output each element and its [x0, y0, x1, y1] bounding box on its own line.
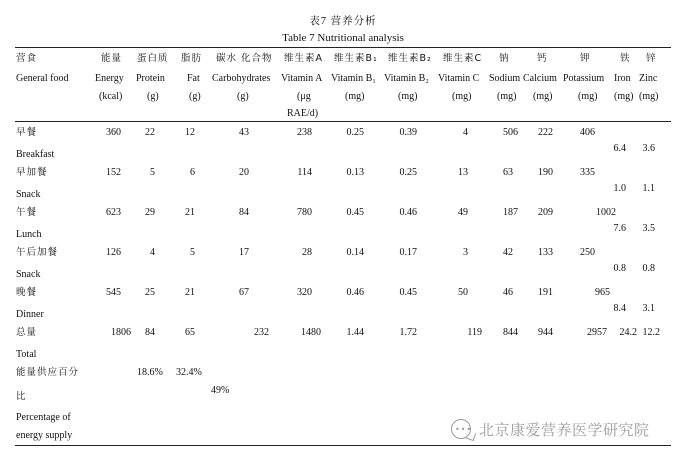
cell-vitb2: 1.72: [399, 327, 417, 338]
header-vitb1-cn: 维生素B₁: [334, 53, 378, 64]
row-label-cn: 早加餐: [16, 167, 48, 178]
header-energy-en: Energy: [95, 73, 124, 84]
cell-vitb2: 0.17: [399, 247, 417, 258]
header-carb-unit: (g): [237, 91, 249, 102]
cell-vita: 780: [297, 207, 312, 218]
header-sodium-cn: 钠: [499, 53, 510, 64]
cell-fat: 5: [190, 247, 195, 258]
header-zinc-en: Zinc: [639, 73, 658, 84]
cell-vita: 320: [297, 287, 312, 298]
cell-potassium: 406: [580, 127, 595, 138]
cell-fat: 21: [185, 207, 195, 218]
cell-fat: 65: [185, 327, 195, 338]
header-vitb1-unit: (mg): [345, 91, 365, 102]
cell-potassium: 2957: [587, 327, 607, 338]
supply-label-cn-1: 能量供应百分: [16, 367, 80, 378]
supply-label-en-2: energy supply: [16, 430, 73, 441]
row-label-en: Total: [16, 349, 37, 360]
cell-zinc: 1.1: [642, 183, 655, 194]
cell-energy: 623: [106, 207, 121, 218]
header-fat-unit: (g): [189, 91, 201, 102]
cell-iron: 7.6: [613, 223, 626, 234]
row-label-en: Dinner: [16, 309, 44, 320]
header-vita-cn: 维生素A: [284, 53, 323, 64]
supply-protein: 18.6%: [137, 367, 163, 378]
header-vitc-en: Vitamin C: [438, 73, 480, 84]
cell-vitb2: 0.25: [399, 167, 417, 178]
cell-sodium: 506: [503, 127, 518, 138]
cell-vita: 114: [297, 167, 312, 178]
header-potassium-en: Potassium: [563, 73, 605, 84]
header-vitb2-unit: (mg): [398, 91, 418, 102]
cell-sodium: 46: [503, 287, 513, 298]
row-label-en: Breakfast: [16, 149, 55, 160]
cell-vitc: 49: [458, 207, 468, 218]
supply-fat: 32.4%: [176, 367, 202, 378]
header-energy-unit: (kcal): [99, 91, 123, 102]
cell-potassium: 335: [580, 167, 595, 178]
cell-sodium: 63: [503, 167, 513, 178]
cell-protein: 4: [150, 247, 155, 258]
cell-fat: 21: [185, 287, 195, 298]
row-label-en: Lunch: [16, 229, 42, 240]
cell-protein: 29: [145, 207, 155, 218]
cell-vita: 1480: [301, 327, 321, 338]
cell-zinc: 3.5: [642, 223, 655, 234]
cell-zinc: 12.2: [642, 327, 660, 338]
header-iron-en: Iron: [614, 73, 631, 84]
cell-vitb1: 0.25: [346, 127, 364, 138]
cell-sodium: 187: [503, 207, 518, 218]
row-label-en: Snack: [16, 189, 41, 200]
cell-vita: 238: [297, 127, 312, 138]
cell-sodium: 42: [503, 247, 513, 258]
watermark: [451, 418, 671, 440]
cell-vita: 28: [302, 247, 312, 258]
cell-protein: 25: [145, 287, 155, 298]
header-calcium-en: Calcium: [523, 73, 557, 84]
header-vitc-cn: 维生素C: [443, 53, 483, 64]
cell-energy: 126: [106, 247, 121, 258]
header-vitc-unit: (mg): [452, 91, 472, 102]
cell-fat: 6: [190, 167, 195, 178]
cell-iron: 6.4: [613, 143, 626, 154]
cell-vitb2: 0.39: [399, 127, 417, 138]
header-sodium-unit: (mg): [497, 91, 517, 102]
header-energy-cn: 能量: [101, 53, 123, 64]
row-label-cn: 午餐: [16, 207, 38, 218]
header-zinc-unit: (mg): [639, 91, 659, 102]
cell-vitb1: 0.46: [346, 287, 364, 298]
cell-vitb2: 0.46: [399, 207, 417, 218]
cell-vitb1: 1.44: [346, 327, 364, 338]
cell-vitb1: 0.14: [346, 247, 364, 258]
header-carb-cn: 碳水 化合物: [216, 53, 273, 64]
cell-vitc: 3: [463, 247, 468, 258]
cell-carb: 84: [239, 207, 249, 218]
header-vita-unit: (μg: [297, 91, 311, 102]
cell-vitb2: 0.45: [399, 287, 417, 298]
watermark-text: 北京康爱营养医学研究院: [479, 421, 650, 439]
row-label-cn: 早餐: [16, 127, 38, 138]
row-label-en: Snack: [16, 269, 41, 280]
cell-carb: 67: [239, 287, 249, 298]
cell-carb: 20: [239, 167, 249, 178]
cell-energy: 360: [106, 127, 121, 138]
cell-protein: 22: [145, 127, 155, 138]
cell-energy: 545: [106, 287, 121, 298]
supply-label-cn-2: 比: [16, 391, 27, 402]
cell-sodium: 844: [503, 327, 518, 338]
header-vita-unit2: RAE/d): [287, 108, 319, 119]
cell-iron: 8.4: [613, 303, 626, 314]
cell-energy: 1806: [111, 327, 131, 338]
header-protein-unit: (g): [147, 91, 159, 102]
cell-energy: 152: [106, 167, 121, 178]
header-vita-en: Vitamin A: [281, 73, 323, 84]
cell-potassium: 965: [595, 287, 610, 298]
row-label-cn: 晚餐: [16, 287, 38, 298]
cell-carb: 43: [239, 127, 249, 138]
cell-vitc: 119: [467, 327, 482, 338]
cell-calcium: 133: [538, 247, 553, 258]
header-calcium-cn: 钙: [537, 53, 548, 64]
header-carb-en: Carbohydrates: [212, 73, 271, 84]
header-protein-en: Protein: [136, 73, 165, 84]
header-fat-en: Fat: [187, 73, 200, 84]
cell-calcium: 944: [538, 327, 553, 338]
cell-zinc: 3.1: [642, 303, 655, 314]
cell-iron: 0.8: [613, 263, 626, 274]
bottom-rule: [15, 445, 671, 446]
cell-iron: 24.2: [619, 327, 637, 338]
top-rule: [15, 47, 671, 48]
cell-potassium: 1002: [596, 207, 616, 218]
table-caption-en: Table 7 Nutritional analysis: [282, 32, 404, 44]
header-vitb2-cn: 维生素B₂: [388, 53, 432, 64]
header-fat-cn: 脂肪: [181, 53, 203, 64]
cell-protein: 84: [145, 327, 155, 338]
header-protein-cn: 蛋白质: [137, 53, 169, 64]
cell-calcium: 190: [538, 167, 553, 178]
cell-vitc: 4: [463, 127, 468, 138]
cell-calcium: 222: [538, 127, 553, 138]
header-sodium-en: Sodium: [489, 73, 521, 84]
header-rule: [15, 121, 671, 122]
cell-calcium: 191: [538, 287, 553, 298]
cell-iron: 1.0: [613, 183, 626, 194]
cell-carb: 17: [239, 247, 249, 258]
header-calcium-unit: (mg): [533, 91, 553, 102]
table-caption-cn: 表7 营养分析: [309, 16, 377, 27]
cell-zinc: 0.8: [642, 263, 655, 274]
header-food-cn: 营食: [16, 53, 38, 64]
row-label-cn: 总量: [16, 327, 38, 338]
cell-vitb1: 0.45: [346, 207, 364, 218]
cell-potassium: 250: [580, 247, 595, 258]
header-vitb1-en: Vitamin B₁: [331, 73, 376, 84]
supply-label-en-1: Percentage of: [16, 412, 71, 423]
cell-zinc: 3.6: [642, 143, 655, 154]
dots-icon: •••: [455, 425, 473, 434]
cell-vitc: 50: [458, 287, 468, 298]
header-vitb2-en: Vitamin B₂: [384, 73, 429, 84]
row-label-cn: 午后加餐: [16, 247, 59, 258]
header-iron-cn: 铁: [620, 53, 631, 64]
header-iron-unit: (mg): [614, 91, 634, 102]
header-potassium-cn: 钾: [580, 53, 591, 64]
cell-protein: 5: [150, 167, 155, 178]
header-food-en: General food: [16, 73, 69, 84]
cell-vitc: 13: [458, 167, 468, 178]
supply-carb: 49%: [211, 385, 230, 396]
cell-vitb1: 0.13: [346, 167, 364, 178]
cell-carb: 232: [254, 327, 269, 338]
cell-calcium: 209: [538, 207, 553, 218]
header-potassium-unit: (mg): [578, 91, 598, 102]
cell-fat: 12: [185, 127, 195, 138]
header-zinc-cn: 锌: [646, 53, 657, 64]
